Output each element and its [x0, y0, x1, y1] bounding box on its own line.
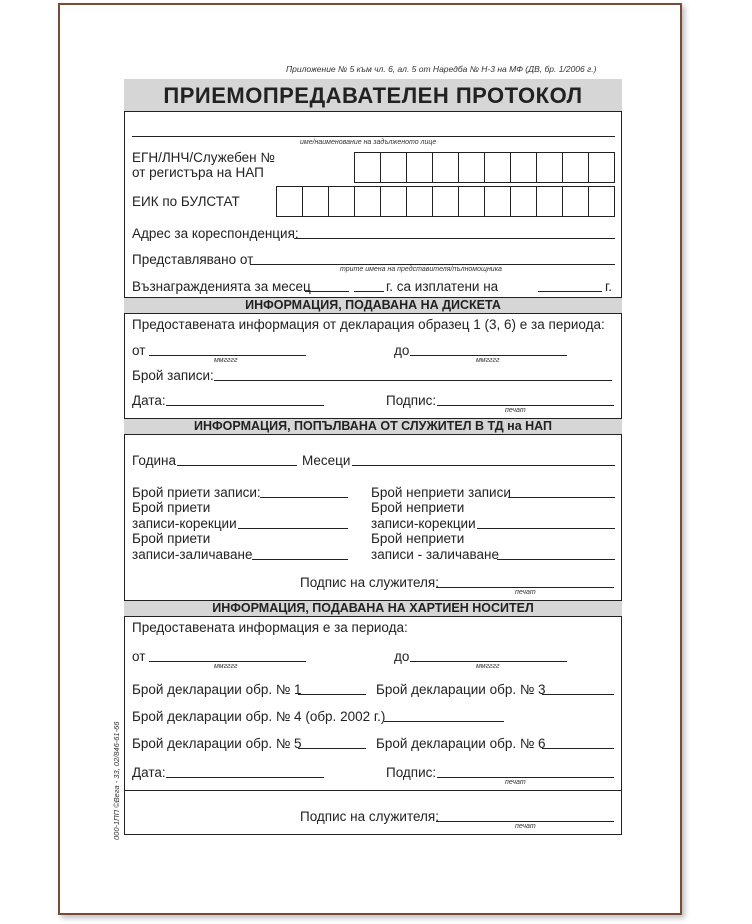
eik-digit-box[interactable]	[485, 186, 511, 217]
rejected-records-field[interactable]	[508, 497, 615, 498]
disk-date-label: Дата:	[132, 393, 166, 408]
footer-employee-signature-label: Подпис на служителя:	[300, 809, 439, 824]
footer-stamp-caption: печат	[515, 823, 536, 830]
disk-records-label: Брой записи:	[132, 368, 214, 383]
paper-period-text: Предоставената информация е за периода:	[132, 620, 408, 635]
eik-digit-box[interactable]	[563, 186, 589, 217]
eik-digit-box[interactable]	[511, 186, 537, 217]
eik-digit-box[interactable]	[303, 186, 329, 217]
decl-6-field[interactable]	[542, 748, 614, 749]
wages-year-field[interactable]	[354, 291, 384, 292]
paper-from-field[interactable]	[149, 661, 306, 662]
paper-to-caption: ммгггг	[476, 663, 500, 670]
represented-caption: трите имена на представителя/пълномощника	[340, 266, 502, 273]
footer-divider	[124, 790, 622, 791]
footer-employee-signature-field[interactable]	[436, 821, 614, 822]
accepted-corr-label-1: Брой приети	[132, 500, 211, 515]
rejected-records-label: Брой неприети записи	[371, 485, 511, 500]
nap-months-field[interactable]	[352, 465, 615, 466]
wages-year-end: г.	[605, 279, 613, 294]
wages-month-field[interactable]	[305, 291, 349, 292]
accepted-del-label-1: Брой приети	[132, 531, 211, 546]
rejected-corr-label-2: записи-корекции	[371, 516, 476, 531]
paper-to-field[interactable]	[410, 661, 567, 662]
rejected-del-label-1: Брой неприети	[371, 531, 465, 546]
disk-section-heading: ИНФОРМАЦИЯ, ПОДАВАНА НА ДИСКЕТА	[124, 297, 622, 314]
eik-digit-box[interactable]	[589, 186, 615, 217]
nap-employee-signature-field[interactable]	[436, 587, 614, 588]
disk-stamp-caption: печат	[505, 407, 526, 414]
address-field[interactable]	[294, 238, 615, 239]
eik-digit-box[interactable]	[329, 186, 355, 217]
accepted-records-label: Брой приети записи:	[132, 485, 261, 500]
egn-digit-box[interactable]	[485, 152, 511, 183]
egn-digit-box[interactable]	[511, 152, 537, 183]
egn-label-1: ЕГН/ЛНЧ/Служебен №	[132, 150, 275, 165]
decl-1-field[interactable]	[298, 694, 366, 695]
egn-digit-box[interactable]	[381, 152, 407, 183]
accepted-del-field[interactable]	[252, 559, 348, 560]
nap-year-label: Година	[132, 453, 177, 468]
accepted-corr-label-2: записи-корекции	[132, 516, 237, 531]
egn-digit-box[interactable]	[459, 152, 485, 183]
eik-label: ЕИК по БУЛСТАТ	[132, 194, 240, 209]
decl-5-label: Брой декларации обр. № 5	[132, 736, 302, 751]
disk-from-caption: ммгггг	[214, 357, 238, 364]
rejected-del-label-2: записи - заличаване	[371, 547, 499, 562]
wages-label: Възнагражденията за месец	[132, 279, 311, 294]
decl-3-field[interactable]	[542, 694, 614, 695]
accepted-corr-field[interactable]	[238, 528, 348, 529]
disk-signature-label: Подпис:	[386, 393, 437, 408]
accepted-del-label-2: записи-заличаване	[132, 547, 253, 562]
wages-paid-date-field[interactable]	[538, 291, 602, 292]
paper-from-label: от	[132, 649, 146, 664]
disk-from-label: от	[132, 343, 146, 358]
wages-year-label: г. са изплатени на	[386, 279, 499, 294]
disk-to-field[interactable]	[410, 355, 567, 356]
egn-digit-box[interactable]	[433, 152, 459, 183]
egn-label-2: от регистъра на НАП	[132, 165, 264, 180]
decl-4-label: Брой декларации обр. № 4 (обр. 2002 г.)	[132, 709, 386, 724]
disk-period-text: Предоставената информация от декларация образец 1 (3, 6) е за периода:	[132, 317, 605, 332]
decl-4-field[interactable]	[384, 721, 504, 722]
disk-date-field[interactable]	[166, 405, 324, 406]
rejected-corr-field[interactable]	[477, 528, 615, 529]
egn-digit-box[interactable]	[563, 152, 589, 183]
decl-5-field[interactable]	[298, 748, 366, 749]
eik-digit-box[interactable]	[355, 186, 381, 217]
egn-digit-box[interactable]	[355, 152, 381, 183]
eik-digit-box[interactable]	[381, 186, 407, 217]
nap-stamp-caption: печат	[515, 589, 536, 596]
eik-digit-box[interactable]	[433, 186, 459, 217]
decl-3-label: Брой декларации обр. № 3	[376, 682, 546, 697]
paper-signature-field[interactable]	[437, 777, 614, 778]
eik-digit-box[interactable]	[537, 186, 563, 217]
rejected-del-field[interactable]	[497, 559, 615, 560]
paper-date-label: Дата:	[132, 765, 166, 780]
eik-digit-box[interactable]	[277, 186, 303, 217]
represented-field[interactable]	[250, 264, 615, 265]
name-field[interactable]	[132, 136, 615, 137]
disk-records-field[interactable]	[214, 380, 612, 381]
disk-to-label: до	[394, 343, 410, 358]
paper-to-label: до	[394, 649, 410, 664]
name-caption: име/наименование на задълженото лице	[300, 139, 437, 146]
nap-year-field[interactable]	[177, 465, 297, 466]
decl-6-label: Брой декларации обр. № 6	[376, 736, 546, 751]
paper-signature-label: Подпис:	[386, 765, 437, 780]
egn-digit-box[interactable]	[589, 152, 615, 183]
form-title: ПРИЕМОПРЕДАВАТЕЛЕН ПРОТОКОЛ	[124, 79, 622, 112]
egn-digit-box[interactable]	[407, 152, 433, 183]
egn-boxes[interactable]	[354, 152, 615, 183]
rejected-corr-label-1: Брой неприети	[371, 500, 465, 515]
eik-digit-box[interactable]	[459, 186, 485, 217]
accepted-records-field[interactable]	[260, 497, 348, 498]
print-code: 000-1ПП ©Вега - 33, 02/846-61-66	[112, 721, 121, 840]
disk-to-caption: ммгггг	[476, 357, 500, 364]
eik-digit-box[interactable]	[407, 186, 433, 217]
represented-label: Представлявано от	[132, 252, 254, 267]
paper-stamp-caption: печат	[505, 779, 526, 786]
paper-section-heading: ИНФОРМАЦИЯ, ПОДАВАНА НА ХАРТИЕН НОСИТЕЛ	[124, 600, 622, 617]
address-label: Адрес за кореспонденция:	[132, 226, 299, 241]
nap-months-label: Месеци	[302, 453, 351, 468]
annex-note: Приложение № 5 към чл. 6, ал. 5 от Наредба № Н-3 на МФ (ДВ, бр. 1/2006 г.)	[286, 64, 597, 74]
nap-section-heading: ИНФОРМАЦИЯ, ПОПЪЛВАНА ОТ СЛУЖИТЕЛ В ТД на НАП	[124, 418, 622, 435]
disk-signature-field[interactable]	[437, 405, 614, 406]
eik-boxes[interactable]	[276, 186, 615, 217]
paper-from-caption: ммгггг	[214, 663, 238, 670]
egn-digit-box[interactable]	[537, 152, 563, 183]
disk-from-field[interactable]	[149, 355, 306, 356]
nap-employee-signature-label: Подпис на служителя:	[300, 575, 439, 590]
decl-1-label: Брой декларации обр. № 1	[132, 682, 302, 697]
paper-date-field[interactable]	[166, 777, 324, 778]
